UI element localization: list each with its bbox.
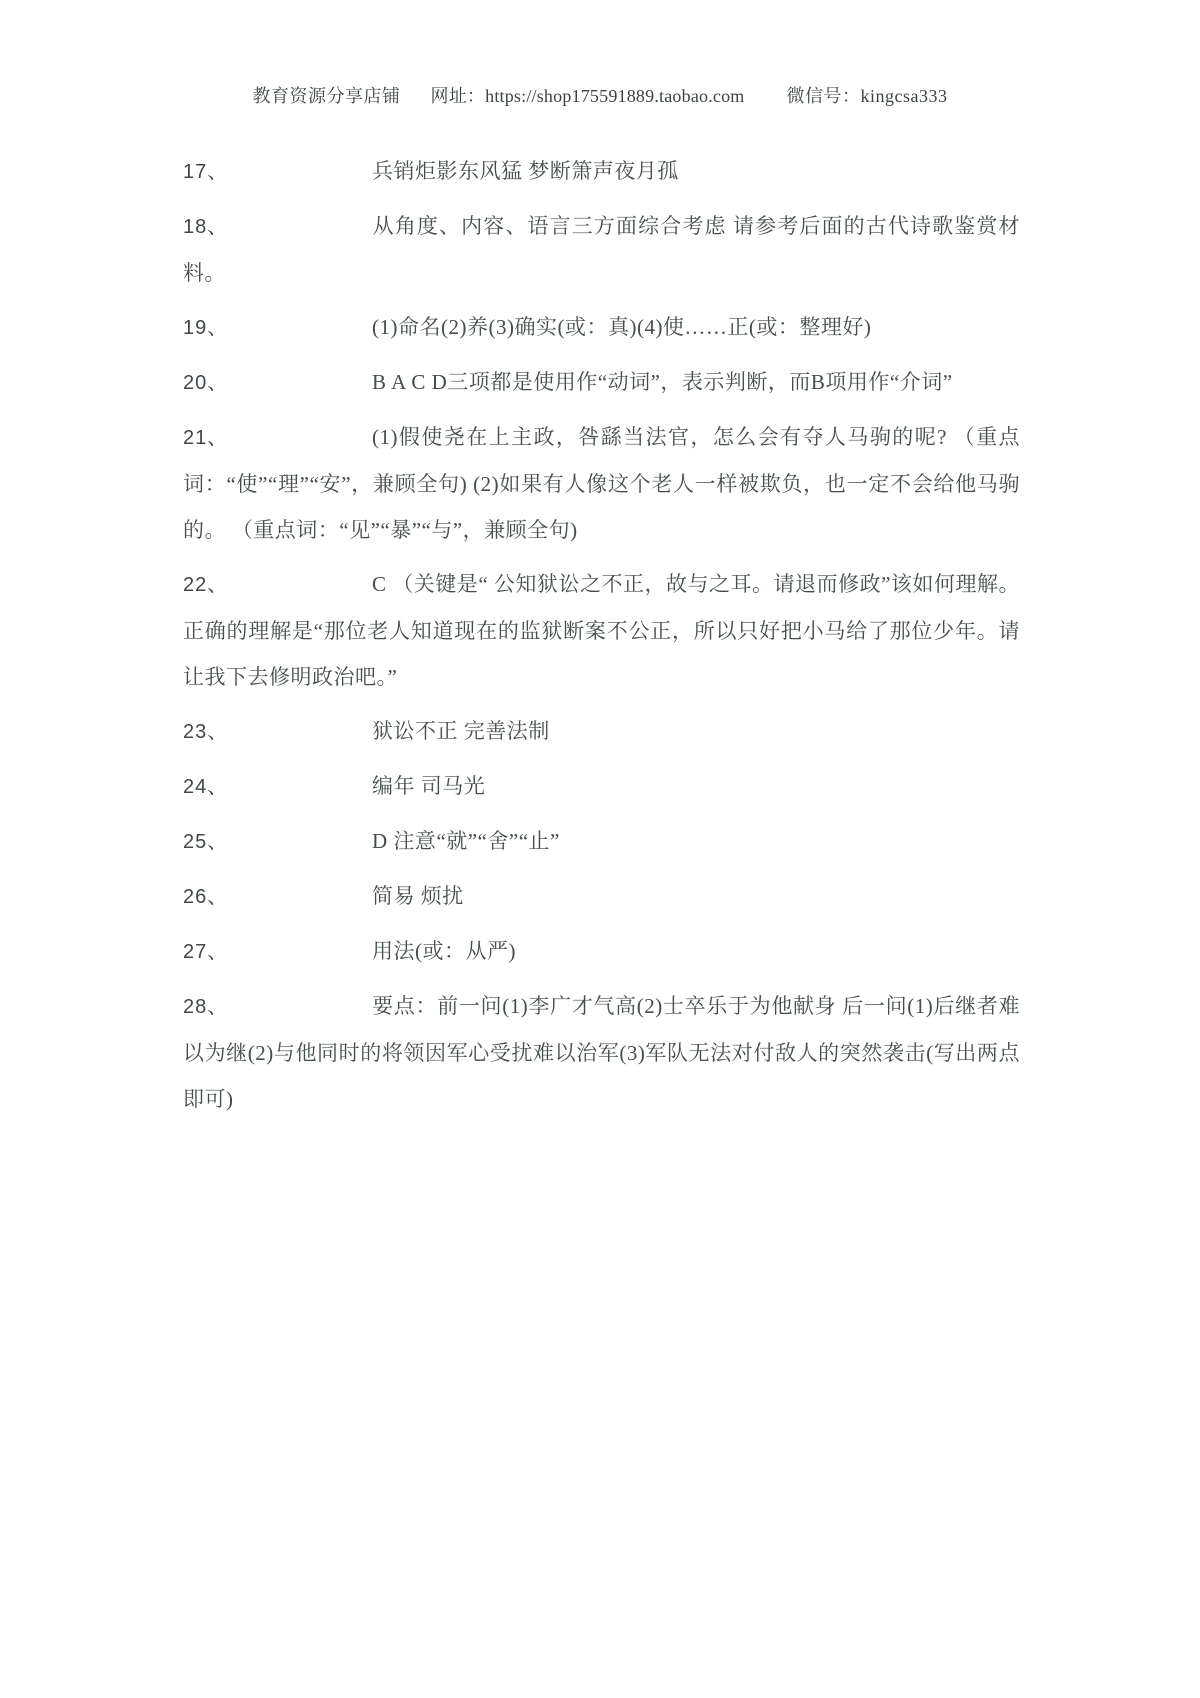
item-answer: D 注意“就”“舍”“止” [372,829,560,853]
item-number: 25、 [183,831,229,853]
item-answer: 简易 烦扰 [372,884,464,908]
answer-item-25 [183,818,1020,865]
wechat-id: 微信号：kingcsa333 [786,86,948,106]
answer-item-28 [183,983,1020,1122]
answer-item-27 [183,928,1020,975]
answer-item-18 [183,203,1020,296]
item-answer: 兵销炬影东风猛 梦断箫声夜月孤 [372,159,679,183]
item-number: 26、 [183,886,229,908]
item-answer: 要点：前一问(1)李广才气高(2)士卒乐于为他献身 后一问(1)后继者难以为继(2)与他同时的将领因军心受扰难以治军(3)军队无法对付敌人的突然袭击(写出两点即可) [183,994,1020,1111]
answer-item-23 [183,708,1020,755]
item-answer: B A C D三项都是使用作“动词”，表示判断，而B项用作“介词” [372,370,953,394]
item-number: 18、 [183,216,229,238]
answer-item-26 [183,873,1020,920]
answer-item-20 [183,359,1020,406]
item-number: 24、 [183,776,229,798]
answer-item-22 [183,561,1020,700]
item-answer: 用法(或：从严) [372,939,516,963]
shop-name: 教育资源分享店铺 [252,86,401,106]
item-number: 22、 [183,574,229,596]
item-number: 17、 [183,161,229,183]
answer-item-19 [183,304,1020,351]
item-number: 23、 [183,721,229,743]
page-header [0,0,1200,108]
item-number: 28、 [183,996,229,1018]
item-number: 27、 [183,941,229,963]
answer-item-21 [183,414,1020,553]
item-number: 19、 [183,317,229,339]
shop-url: 网址：https://shop175591889.taobao.com [430,86,745,106]
item-answer: 从角度、内容、语言三方面综合考虑 请参考后面的古代诗歌鉴赏材料。 [183,214,1020,285]
item-number: 21、 [183,427,229,449]
item-answer: (1)命名(2)养(3)确实(或：真)(4)使……正(或：整理好) [372,315,872,339]
item-answer: C （关键是“ 公知狱讼之不正，故与之耳。请退而修政”该如何理解。正确的理解是“那位老人知道现在的监狱断案不公正，所以只好把小马给了那位少年。请让我下去修明政治吧。” [183,572,1020,689]
item-number: 20、 [183,372,229,394]
answer-item-17 [183,148,1020,195]
item-answer: (1)假使尧在上主政，咎繇当法官，怎么会有夺人马驹的呢? （重点词：“使”“理”“安”，兼顾全句) (2)如果有人像这个老人一样被欺负，也一定不会给他马驹的。 （重点词：“见”“暴”“与”，兼顾全句) [183,425,1020,542]
item-answer: 狱讼不正 完善法制 [372,719,550,743]
answer-list [183,148,1020,1122]
item-answer: 编年 司马光 [372,774,486,798]
answer-item-24 [183,763,1020,810]
